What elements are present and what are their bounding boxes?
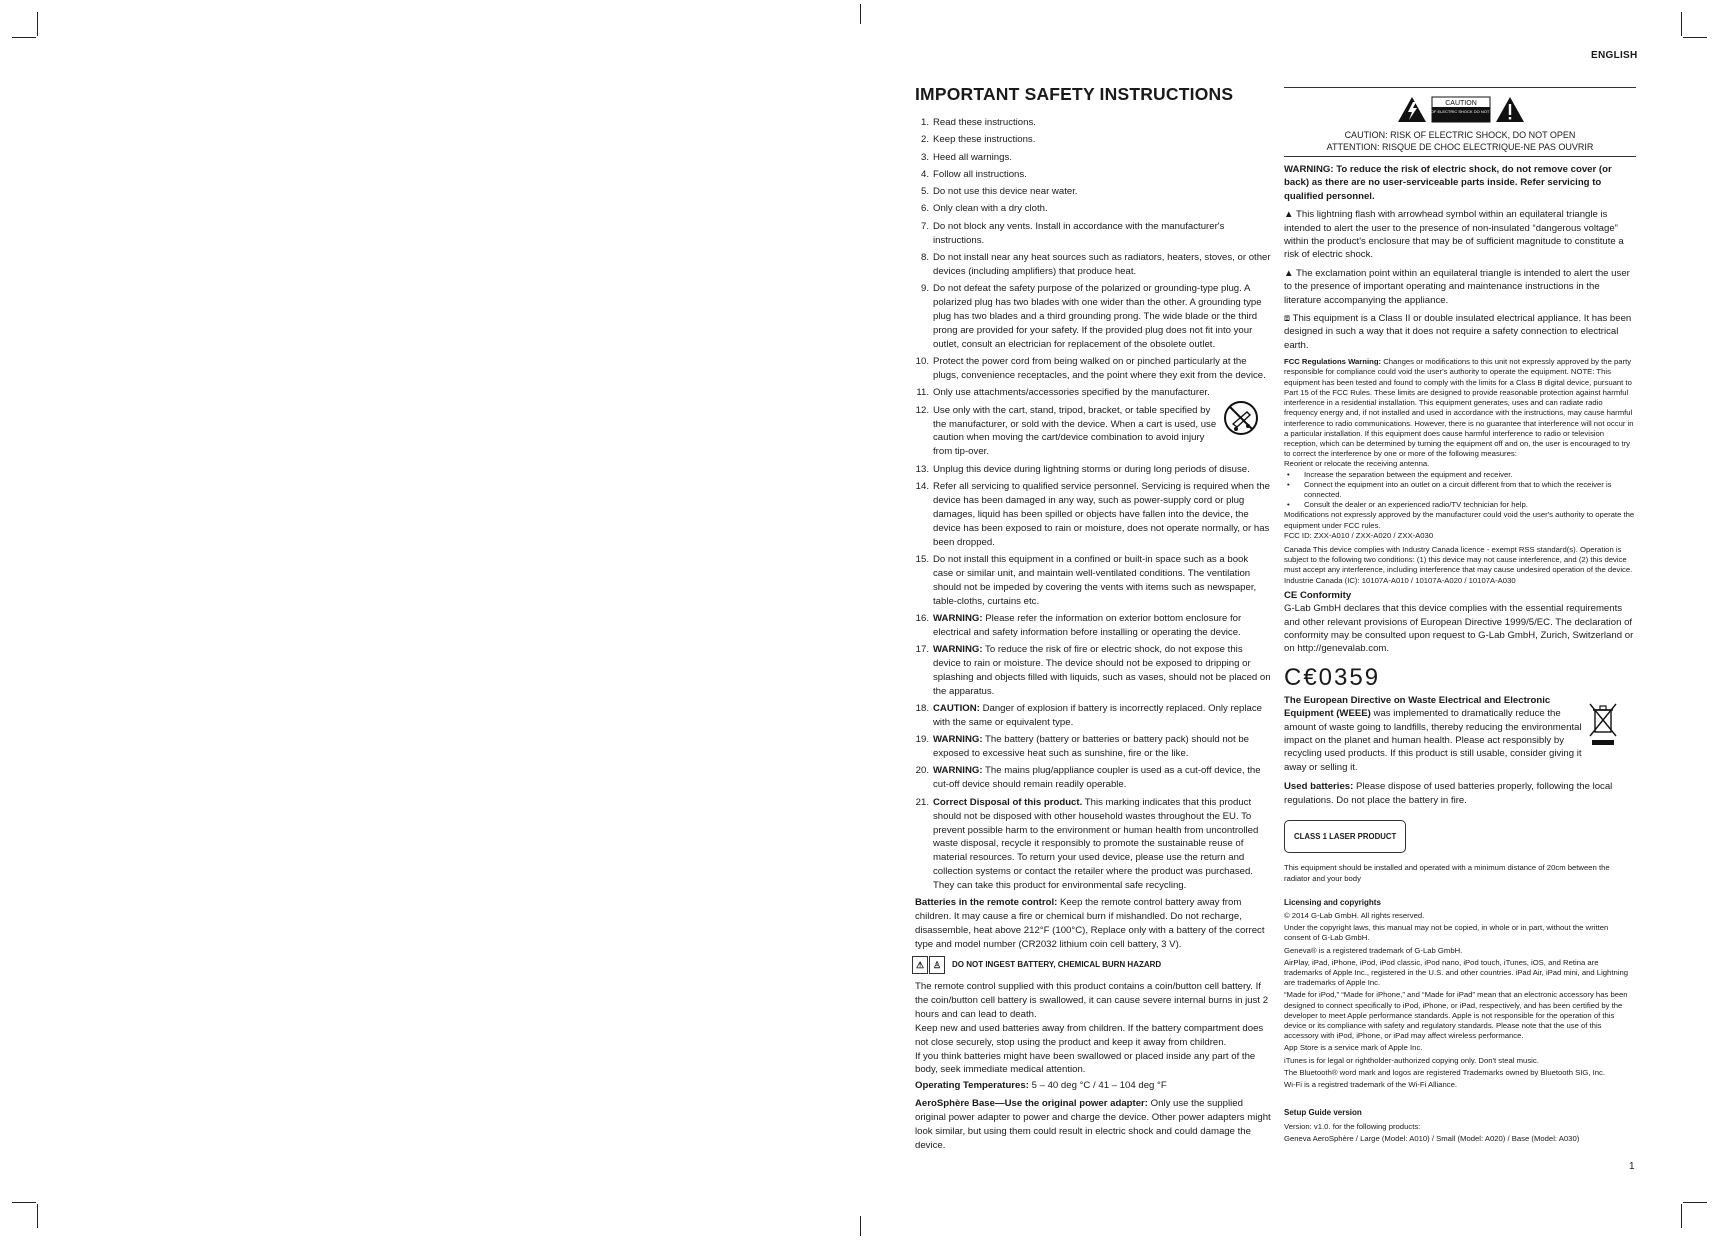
- crop-mark: [1681, 12, 1682, 36]
- shock-warning: WARNING: To reduce the risk of electric shock, do not remove cover (or back) as there are no user-serviceable parts inside. Refer servicing to qualified personnel.: [1284, 164, 1612, 202]
- licensing-item: AirPlay, iPad, iPhone, iPod, iPod classic, iPod nano, iPod touch, iTunes, iOS, and Retina are trademarks of Apple Inc., registered in the U.S. and other countries. iPad Air, iPad mini, and Lightning are trademarks of Apple Inc.: [1284, 957, 1628, 988]
- instruction-text: Do not install this equipment in a confined or built-in space such as a book case or similar unit, and maintain well-ventilated conditions. The ventilation should not be impeded by covering the vents with items such as newspaper, table-cloths, curtains etc.: [933, 553, 1257, 607]
- instruction-number: 11.: [916, 387, 929, 399]
- caution-text: [1284, 129, 1636, 153]
- fcc-reorient: Reorient or relocate the receiving antenna.: [1284, 459, 1430, 469]
- instruction-item: [915, 764, 1271, 792]
- instruction-number: 4.: [920, 168, 929, 180]
- op-temp-heading: Operating Temperatures:: [915, 1080, 1029, 1092]
- instruction-item: [915, 168, 1271, 182]
- class2-text: This equipment is a Class II or double insulated electrical appliance. It has been designed in such a way that it does not require a safety connection to electrical earth.: [1284, 313, 1632, 351]
- instruction-item: [915, 553, 1271, 609]
- distance-note: This equipment should be installed and operated with a minimum distance of 20cm between the radiator and your body: [1284, 863, 1610, 883]
- industry-canada-id: Industrie Canada (IC): 10107A-A010 / 10107A-A020 / 10107A-A030: [1284, 575, 1516, 585]
- instruction-text: Only use attachments/accessories specified by the manufacturer.: [933, 387, 1210, 399]
- licensing-item: Wi-Fi is a registred trademark of the Wi-Fi Alliance.: [1284, 1080, 1458, 1090]
- fcc-paragraph: [1284, 357, 1636, 459]
- crop-mark: [1683, 37, 1707, 38]
- page-number: 1: [1629, 1161, 1635, 1172]
- warning-triangle-icon: ⚠: [912, 956, 928, 974]
- instruction-item: [915, 151, 1271, 165]
- coin-cell-text-1: The remote control supplied with this product contains a coin/button cell battery. If the coin/button cell battery is swallowed, it can cause severe internal burns in just 2 hours and can lead to death.: [915, 981, 1269, 1020]
- instruction-text: Heed all warnings.: [933, 151, 1012, 163]
- power-adapter-paragraph: [915, 1097, 1271, 1153]
- instruction-text: To reduce the risk of fire or electric shock, do not expose this device to rain or moisture. The device should not be exposed to dripping or splashing and objects filled with liquids, such as vases, should not be placed on the apparatus.: [933, 644, 1271, 697]
- instruction-bold: WARNING:: [933, 734, 983, 746]
- lightning-text: This lightning flash with arrowhead symbol within an equilateral triangle is intended to alert the user to the presence of non-insulated “dangerous voltage” within the product's enclosure that may be of sufficient magnitude to constitute a risk of electric shock.: [1284, 209, 1624, 261]
- divider: [1284, 156, 1636, 157]
- exclamation-paragraph: [1284, 267, 1636, 307]
- instruction-item: [915, 116, 1271, 130]
- instruction-number: 15.: [915, 553, 929, 565]
- instruction-text: The battery (battery or batteries or battery pack) should not be exposed to excessive heat such as sunshine, fire or the like.: [933, 734, 1250, 760]
- crop-mark: [12, 1202, 36, 1203]
- instruction-text: This marking indicates that this product should not be disposed with other household wastes throughout the EU. To prevent possible harm to the environment or human health from uncontrolled waste disposal, recycle it responsibly to promote the sustainable reuse of material resources. To return your used device, please use the return and collection systems or contact the retailer where the product was purchased. They can take this product for environmental safe recycling.: [933, 796, 1259, 892]
- power-adapter-heading: AeroSphère Base—Use the original power adapter:: [915, 1098, 1148, 1110]
- instruction-text: Danger of explosion if battery is incorrectly replaced. Only replace with the same or equivalent type.: [933, 703, 1262, 728]
- instruction-item: [915, 133, 1271, 147]
- fcc-modifications: Modifications not expressly approved by the manufacturer could void the user's authority to operate the equipment under FCC rules.: [1284, 510, 1635, 530]
- instruction-number: 9.: [920, 283, 929, 295]
- instruction-text: Read these instructions.: [933, 117, 1036, 128]
- crop-mark: [860, 1216, 861, 1236]
- instruction-text: Keep these instructions.: [933, 134, 1036, 146]
- instruction-item: [915, 733, 1271, 761]
- ce-text: G-Lab GmbH declares that this device complies with the essential requirements and other relevant provisions of European Directive 1999/5/EC. The declaration of conformity may be consulted upon request to G-Lab GmbH, Zurich, Switzerland or on http://genevalab.com.: [1284, 603, 1634, 655]
- caution-line-fr: ATTENTION: RISQUE DE CHOC ELECTRIQUE-NE PAS OUVRIR: [1326, 142, 1594, 152]
- instruction-number: 18.: [915, 703, 929, 715]
- caution-box: [1284, 88, 1636, 156]
- fcc-bullet: • Connect the equipment into an outlet on a circuit different from that to which the receiver is connected.: [1284, 480, 1636, 500]
- ce-mark-logo: C€0359: [1284, 663, 1381, 691]
- fcc-text: Changes or modifications to this unit not expressly approved by the party responsible for compliance could void the user's authority to operate the equipment. NOTE: This equipment has been tested and found to comply with the limits for a Class B digital device, pursuant to Part 15 of the FCC Rules. These limits are designed to provide reasonable protection against harmful interference in a residential installation. This equipment generates, uses and can radiate radio frequency energy and, if not installed and used in accordance with the instructions, may cause harmful interference to radio communications. However, there is no guarantee that interference will not occur in a particular installation. If this equipment does cause harmful interference to radio or television reception, which can be determined by turning the equipment off and on, the user is encouraged to try to correct the interference by one or more of the following measures:: [1284, 357, 1634, 459]
- cart-tipover-icon: [1223, 400, 1259, 436]
- fcc-heading: FCC Regulations Warning:: [1284, 357, 1382, 367]
- instruction-bold: WARNING:: [933, 765, 983, 777]
- batteries-remote-text: Keep the remote control battery away from children. It may cause a fire or chemical burn if mishandled. Do not recharge, disassemble, heat above 212°F (100°C), Replace only with a battery of the correct type and model number (CR2032 lithium coin cell battery, 3 V).: [915, 897, 1265, 951]
- licensing-item: App Store is a service mark of Apple Inc.: [1284, 1043, 1423, 1053]
- crop-mark: [1681, 1204, 1682, 1228]
- instruction-item: [915, 282, 1271, 352]
- setup-heading: Setup Guide version: [1284, 1108, 1362, 1118]
- setup-version: Version: v1.0. for the following products:: [1284, 1121, 1421, 1131]
- batteries-remote-heading: Batteries in the remote control:: [915, 897, 1058, 909]
- fcc-id: FCC ID: ZXX-A010 / ZXX-A020 / ZXX-A030: [1284, 530, 1434, 540]
- instruction-number: 3.: [920, 151, 929, 163]
- instruction-bold: CAUTION:: [933, 703, 980, 715]
- instruction-text: Refer all servicing to qualified service personnel. Servicing is required when the device has been damaged in any way, such as power-supply cord or plug damages, liquid has been spilled or objects have fallen into the device, the device has been exposed to rain or moisture, does not operate normally, or has been dropped.: [933, 480, 1271, 548]
- instruction-number: 2.: [920, 134, 929, 146]
- setup-products: Geneva AeroSphère / Large (Model: A010) / Small (Model: A020) / Base (Model: A030): [1284, 1133, 1580, 1143]
- caution-label-icon: [1396, 95, 1526, 125]
- instruction-number: 14.: [915, 480, 929, 492]
- instruction-item: [915, 404, 1271, 460]
- instruction-number: 20.: [915, 765, 929, 777]
- canada-text: Canada This device complies with Industry Canada licence - exempt RSS standard(s). Operation is subject to the following two conditions: (1) this device may not cause interference, and (2) this device must accept any interference, including interference that may cause undesired operation of the device.: [1284, 544, 1633, 575]
- instruction-number: 8.: [920, 251, 929, 263]
- instruction-bold: WARNING:: [933, 644, 983, 656]
- lightning-paragraph: [1284, 208, 1636, 262]
- instruction-item: [915, 220, 1271, 248]
- instruction-item: [915, 463, 1271, 477]
- instruction-number: 5.: [920, 186, 929, 198]
- instruction-number: 10.: [915, 356, 929, 368]
- caution-label-text: CAUTION: [1445, 100, 1477, 107]
- licensing-item: iTunes is for legal or rightholder-authorized copying only. Don't steal music.: [1284, 1055, 1539, 1065]
- hazard-warning: [912, 956, 1271, 974]
- instruction-item: [915, 612, 1271, 640]
- instruction-text: Do not use this device near water.: [933, 186, 1078, 198]
- coin-cell-text-2: Keep new and used batteries away from children. If the battery compartment does not close securely, stop using the product and keep it away from children.: [915, 1022, 1264, 1048]
- laser-product-label: CLASS 1 LASER PRODUCT: [1284, 820, 1406, 853]
- power-adapter-text: Only use the supplied original power adapter to power and charge the device. Other power adapters might look similar, but using them could result in electric shock and could damage the device.: [915, 1098, 1271, 1152]
- licensing-section: [1284, 898, 1636, 1144]
- ce-heading: CE Conformity: [1284, 589, 1352, 601]
- fcc-section: [1284, 357, 1636, 585]
- instruction-item: [915, 251, 1271, 279]
- class2-paragraph: [1284, 312, 1636, 352]
- instruction-text: Unplug this device during lightning storms or during long periods of disuse.: [933, 463, 1250, 475]
- coin-cell-paragraph: [915, 980, 1271, 1077]
- crossed-bin-icon: [1588, 702, 1618, 748]
- instruction-item: [915, 702, 1271, 730]
- double-square-icon: ⧈: [1284, 313, 1291, 325]
- instruction-text: Only clean with a dry cloth.: [933, 203, 1048, 215]
- licensing-item: Under the copyright laws, this manual may not be copied, in whole or in part, without the written consent of G-Lab GmbH.: [1284, 923, 1609, 943]
- instruction-text: Protect the power cord from being walked on or pinched particularly at the plugs, convenience receptacles, and the point where they exit from the device.: [933, 356, 1266, 382]
- instruction-bold: Correct Disposal of this product.: [933, 796, 1083, 808]
- operating-temperatures: [915, 1079, 1271, 1093]
- licensing-item: © 2014 G-Lab GmbH. All rights reserved.: [1284, 911, 1425, 921]
- weee-section: [1284, 694, 1636, 774]
- instructions-list: [915, 116, 1271, 893]
- crop-mark: [1683, 1202, 1707, 1203]
- instruction-item: [915, 480, 1271, 550]
- instruction-number: 6.: [920, 203, 929, 215]
- instruction-number: 12.: [915, 404, 929, 416]
- instruction-number: 17.: [915, 644, 929, 656]
- instruction-item: [915, 202, 1271, 216]
- caution-label-subtext: RISK OF ELECTRIC SHOCK DO NOT OPEN: [1420, 109, 1502, 114]
- instruction-text: Use only with the cart, stand, tripod, bracket, or table specified by the manufacturer, or sold with the device. When a cart is used, use caution when moving the cart/device combination to avoid injury from tip-over.: [933, 404, 1217, 458]
- instruction-number: 13.: [915, 463, 929, 475]
- instruction-text: Please refer the information on exterior bottom enclosure for electrical and safety information before installing or operating the device.: [933, 612, 1242, 638]
- licensing-item: Geneva® is a registered trademark of G-Lab GmbH.: [1284, 945, 1463, 955]
- crop-mark: [37, 12, 38, 36]
- lightning-triangle-icon: ▲: [1284, 209, 1294, 221]
- caution-line-en: CAUTION: RISK OF ELECTRIC SHOCK, DO NOT OPEN: [1344, 130, 1576, 140]
- instruction-number: 19.: [915, 734, 929, 746]
- instruction-text: Do not defeat the safety purpose of the polarized or grounding-type plug. A polarized plug has two blades with one wider than the other. A grounding type plug has two blades and a third grounding prong. The wide blade or the third prong are provided for your safety. If the provided plug does not fit into your outlet, consult an electrician for replacement of the obsolete outlet.: [933, 283, 1262, 350]
- exclamation-text: The exclamation point within an equilateral triangle is intended to alert the user to the presence of important operating and maintenance instructions in the literature accompanying the appliance.: [1284, 267, 1630, 306]
- instruction-item: [915, 643, 1271, 699]
- licensing-heading: Licensing and copyrights: [1284, 897, 1381, 907]
- instruction-text: Do not block any vents. Install in accordance with the manufacturer's instructions.: [933, 220, 1225, 246]
- instruction-text: Follow all instructions.: [933, 168, 1027, 180]
- instruction-item: [915, 386, 1271, 400]
- exclamation-triangle-icon: ▲: [1284, 267, 1294, 279]
- crop-mark: [12, 37, 36, 38]
- crop-mark: [860, 4, 861, 24]
- language-label: ENGLISH: [1591, 50, 1638, 61]
- instruction-number: 21.: [915, 796, 929, 808]
- batteries-remote-paragraph: [915, 896, 1271, 952]
- fcc-bullet: • Consult the dealer or an experienced radio/TV technician for help.: [1284, 500, 1636, 510]
- safety-instructions-column: [915, 84, 1271, 1157]
- weee-paragraph: [1284, 694, 1586, 774]
- weee-text: was implemented to dramatically reduce the amount of waste going to landfills, thereby reducing the environmental impact on the planet and human health. Please act responsibly by recycling used products. If this product is still usable, consider giving it away or selling it.: [1284, 708, 1582, 773]
- instruction-number: 1.: [920, 117, 929, 128]
- instruction-text: Do not install near any heat sources such as radiators, heaters, stoves, or other devices (including amplifiers) that produce heat.: [933, 251, 1271, 277]
- used-batteries-text: Please dispose of used batteries properly, following the local regulations. Do not place the battery in fire.: [1284, 781, 1613, 806]
- instruction-item: [915, 796, 1271, 893]
- instruction-number: 7.: [920, 220, 929, 232]
- licensing-item: “Made for iPod,” “Made for iPhone,” and “Made for iPad” mean that an electronic accessory has been designed to connect specifically to iPod, iPhone, or iPad, respectively, and has been certified by the developer to meet Apple performance standards. Apple is not responsible for the operation of this device or its compliance with safety and regulatory standards. Please note that the use of this accessory with iPod, iPhone, or iPad may affect wireless performance.: [1284, 990, 1628, 1041]
- hazard-label: DO NOT INGEST BATTERY, CHEMICAL BURN HAZARD: [952, 960, 1162, 970]
- coin-cell-text-3: If you think batteries might have been swallowed or placed inside any part of the body, seek immediate medical attention.: [915, 1050, 1256, 1076]
- crop-mark: [37, 1204, 38, 1228]
- used-batteries-paragraph: [1284, 780, 1636, 807]
- instruction-item: [915, 185, 1271, 199]
- page-title: IMPORTANT SAFETY INSTRUCTIONS: [915, 84, 1234, 104]
- op-temp-text: 5 – 40 deg °C / 41 – 104 deg °F: [1028, 1080, 1167, 1092]
- instruction-number: 16.: [915, 612, 929, 624]
- instruction-bold: WARNING:: [933, 612, 983, 624]
- instruction-item: [915, 355, 1271, 383]
- licensing-item: The Bluetooth® word mark and logos are registered Trademarks owned by Bluetooth SIG, Inc.: [1284, 1067, 1606, 1077]
- used-batteries-heading: Used batteries:: [1284, 781, 1354, 793]
- licensing-list: [1284, 911, 1636, 1090]
- instruction-text: The mains plug/appliance coupler is used as a cut-off device, the cut-off device should remain readily operable.: [933, 765, 1261, 791]
- regulatory-column: [1284, 87, 1636, 1146]
- child-icon: ♙: [929, 956, 945, 974]
- weee-heading: The European Directive on Waste Electrical and Electronic Equipment (WEEE): [1284, 694, 1551, 720]
- fcc-bullet: • Increase the separation between the equipment and receiver.: [1284, 470, 1636, 480]
